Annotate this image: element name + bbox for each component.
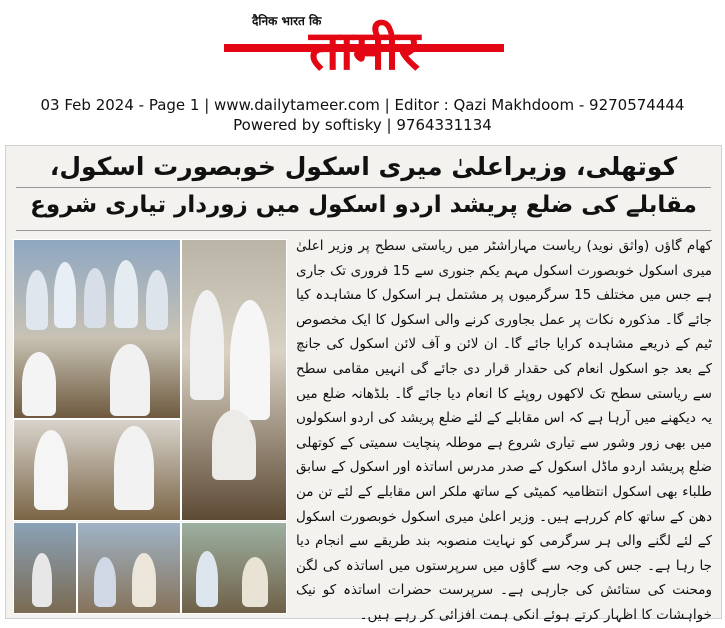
teacher-with-students-photo	[181, 239, 287, 521]
masthead	[0, 0, 725, 92]
school-ground-photo-1	[13, 522, 77, 614]
students-planting-photo	[13, 239, 181, 419]
children-gardening-photo	[13, 419, 181, 521]
photo-collage	[13, 239, 285, 612]
article-headline-line-1: کوتھلی، وزیراعلیٰ میری اسکول خوبصورت اسکول،	[49, 152, 678, 181]
school-ground-photo-3	[181, 522, 287, 614]
edition-info-line: 03 Feb 2024 - Page 1 | www.dailytameer.com | Editor : Qazi Makhdoom - 9270574444	[40, 96, 685, 114]
headline-divider	[16, 230, 711, 231]
headline-divider	[16, 187, 711, 188]
article-body: کھام گاؤں (واثق نوید) ریاست مہاراشٹر میں ریاستی سطح پر وزیر اعلیٰ میری اسکول خوبصورت اسکول مہم یکم جنوری سے 15 فروری تک جاری ہے جس میں مختلف 15 سرگرمیوں پر مشتمل ہر اسکول کا مشاہدہ کیا جائے گا۔ مذکورہ نکات پر عمل بجاوری کرنے والی اسکول کا ایک مخصوص ٹیم کے ذریعے مشاہدہ کرایا جائے گا۔ ان لائن و آف لائن اسکول کی جانچ کے بعد جو اسکول انعام کی حقدار قرار دی جائے گی انہیں مقامی سطح سے ریاستی سطح تک لاکھوں روپئے کا انعام دیا جائے گا۔ بلڈھانہ ضلع میں یہ دیکھنے میں آرہا ہے کہ اس مقابلے کے لئے ضلع پریشد کی اردو اسکولوں میں بھی زور وشور سے تیاری شروع ہے موطلہ پنچایت سمیتی کے کوتھلی ضلع پریشد اردو ماڈل اسکول کے صدر مدرس اساتذہ اور اسکول کے سابق طلباء بھی اسکول انتظامیہ کمیٹی کے ساتھ ملکر اس مقابلے کے لئے تن من دھن کے ساتھ کام کررہے ہیں۔ وزیر اعلیٰ میری اسکول خوبصورت اسکول کے لئے لگنے والی ہر سرگرمی کو نہایت منصوبہ بند طریقے سے انجام دیا جا رہا ہے۔ جس کی وجہ سے گاؤں میں سرپرستوں میں اساتذہ کی لگن ومحنت کی ستائش کی جارہی ہے۔ سرپرست حضرات اساتذہ کو نیک خواہشات کا اظہار کرتے ہوئے انکی ہمت افزائی کر رہے ہیں۔	[296, 238, 712, 623]
article-headline-line-2: مقابلے کی ضلع پریشد اردو اسکول میں زوردار تیاری شروع	[30, 192, 697, 218]
article-clipping	[5, 145, 722, 623]
logo-text: तामीर	[308, 19, 420, 82]
powered-by-line: Powered by softisky | 9764331134	[233, 116, 492, 134]
logo-tagline: दैनिक भारत कि	[252, 14, 322, 28]
school-ground-photo-2	[77, 522, 181, 614]
